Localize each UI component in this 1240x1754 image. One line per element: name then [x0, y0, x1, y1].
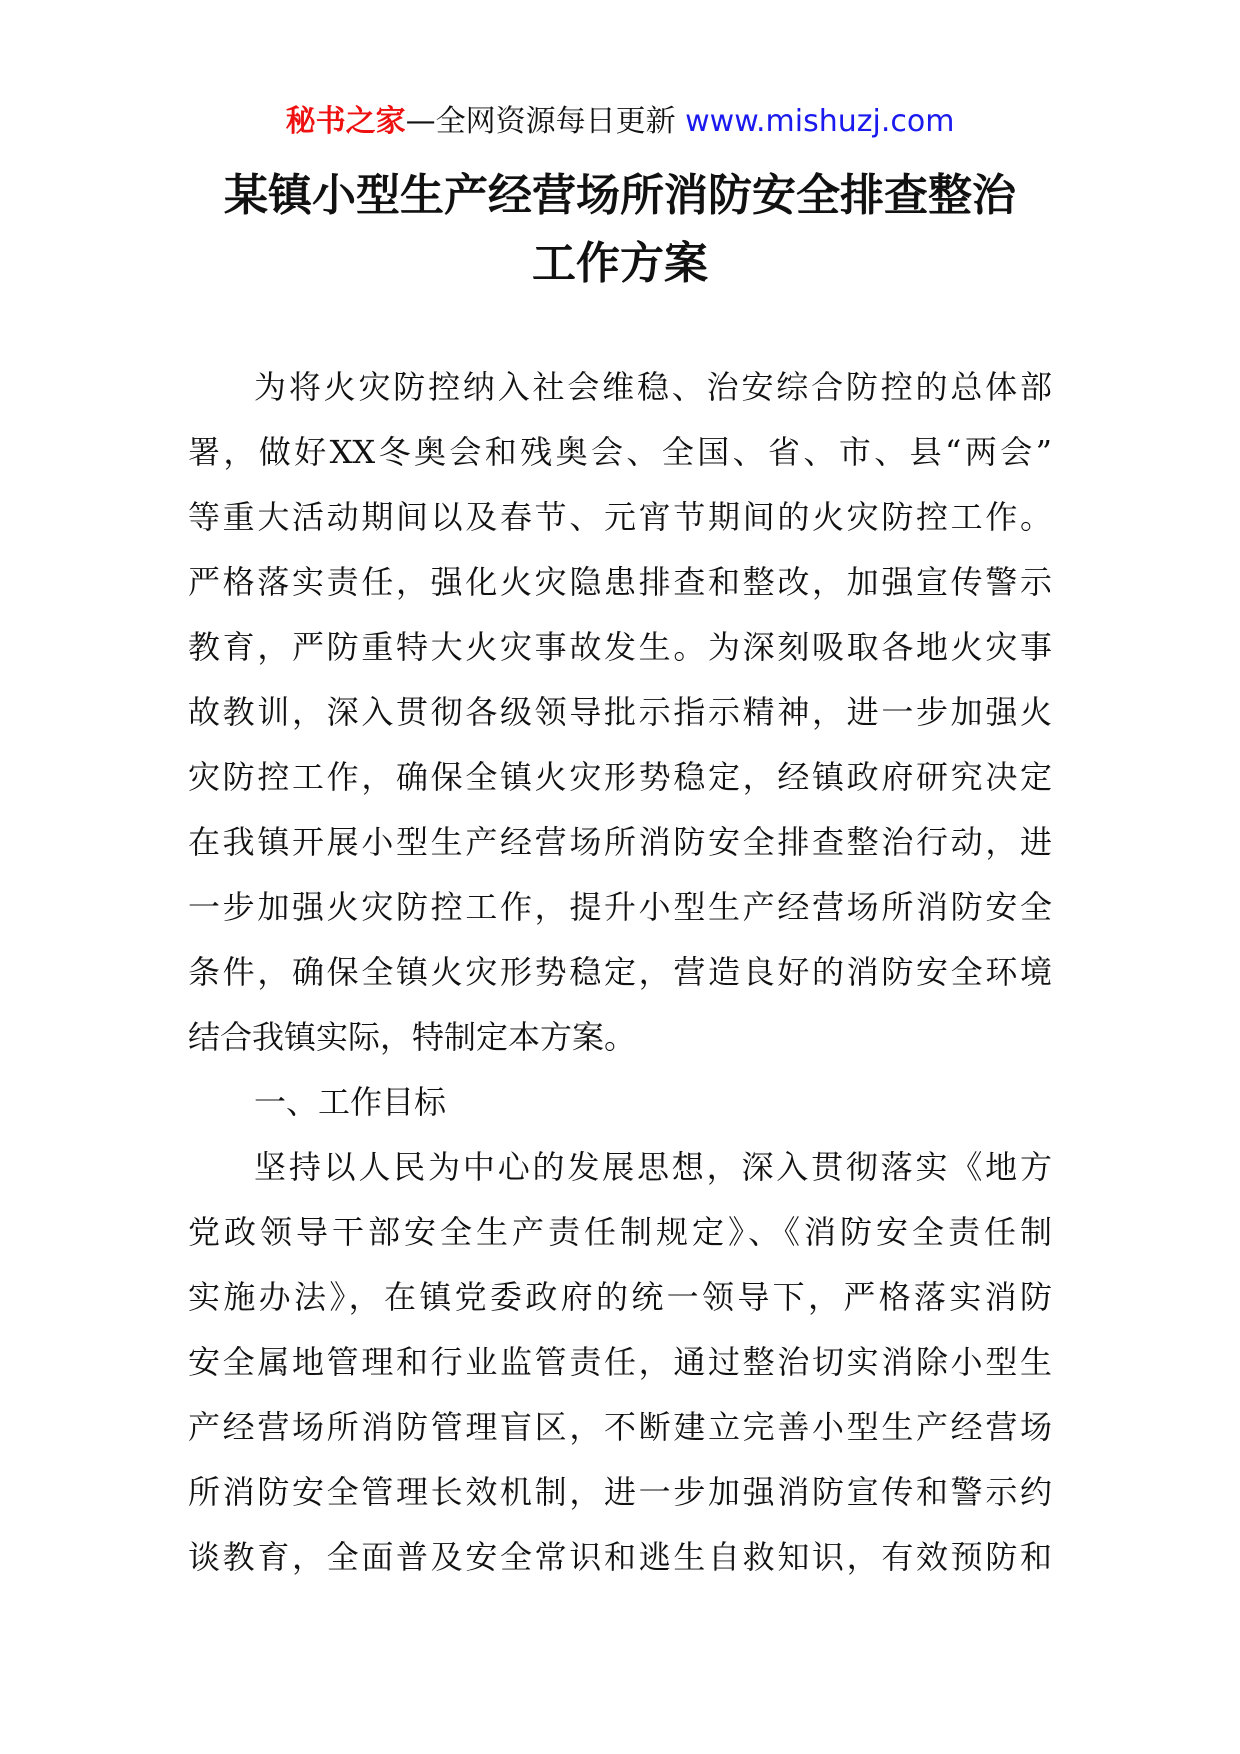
document-title [150, 162, 1090, 298]
paragraph-line: 产经营场所消防管理盲区，不断建立完善小型生产经营场 [188, 1408, 1052, 1446]
paragraph-line: 党政领导干部安全生产责任制规定》、《消防安全责任制 [188, 1213, 1052, 1251]
document-body [188, 355, 1052, 1590]
paragraph-line: 条件，确保全镇火灾形势稳定，营造良好的消防安全环境 [188, 953, 1052, 991]
paragraph-line: 安全属地管理和行业监管责任，通过整治切实消除小型生 [188, 1343, 1052, 1381]
paragraph-line: 严格落实责任，强化火灾隐患排查和整改，加强宣传警示 [188, 563, 1052, 601]
section-heading-goals [188, 1070, 1052, 1135]
paragraph-line: 为将火灾防控纳入社会维稳、治安综合防控的总体部 [254, 368, 1052, 406]
paragraph-line: 谈教育，全面普及安全常识和逃生自救知识，有效预防和 [188, 1538, 1052, 1576]
paragraph-line: 实施办法》，在镇党委政府的统一领导下，严格落实消防 [188, 1278, 1052, 1316]
paragraph-line: 一步加强火灾防控工作，提升小型生产经营场所消防安全 [188, 888, 1052, 926]
paragraph-intro [188, 355, 1052, 1070]
paragraph-line: 教育，严防重特大火灾事故发生。为深刻吸取各地火灾事 [188, 628, 1052, 666]
paragraph-line: 灾防控工作，确保全镇火灾形势稳定，经镇政府研究决定 [188, 758, 1052, 796]
paragraph-goals [188, 1135, 1052, 1590]
section-heading: 一、工作目标 [254, 1083, 447, 1121]
paragraph-line: 结合我镇实际，特制定本方案。 [188, 1018, 637, 1056]
site-slogan: —全网资源每日更新 [405, 104, 676, 139]
document-title-line: 工作方案 [532, 238, 708, 289]
paragraph-line: 署，做好XX冬奥会和残奥会、全国、省、市、县“两会” [188, 433, 1052, 471]
paragraph-line: 所消防安全管理长效机制，进一步加强消防宣传和警示约 [188, 1473, 1052, 1511]
paragraph-line: 在我镇开展小型生产经营场所消防安全排查整治行动，进 [188, 823, 1052, 861]
paragraph-line: 等重大活动期间以及春节、元宵节期间的火灾防控工作。 [188, 498, 1052, 536]
site-header [0, 102, 1240, 142]
paragraph-line: 坚持以人民为中心的发展思想，深入贯彻落实《地方 [254, 1148, 1052, 1186]
document-title-line: 某镇小型生产经营场所消防安全排查整治 [224, 170, 1016, 221]
paragraph-line: 故教训，深入贯彻各级领导批示指示精神，进一步加强火 [188, 693, 1052, 731]
site-url-link[interactable]: www.mishuzj.com [685, 104, 955, 139]
site-brand: 秘书之家 [285, 104, 406, 139]
